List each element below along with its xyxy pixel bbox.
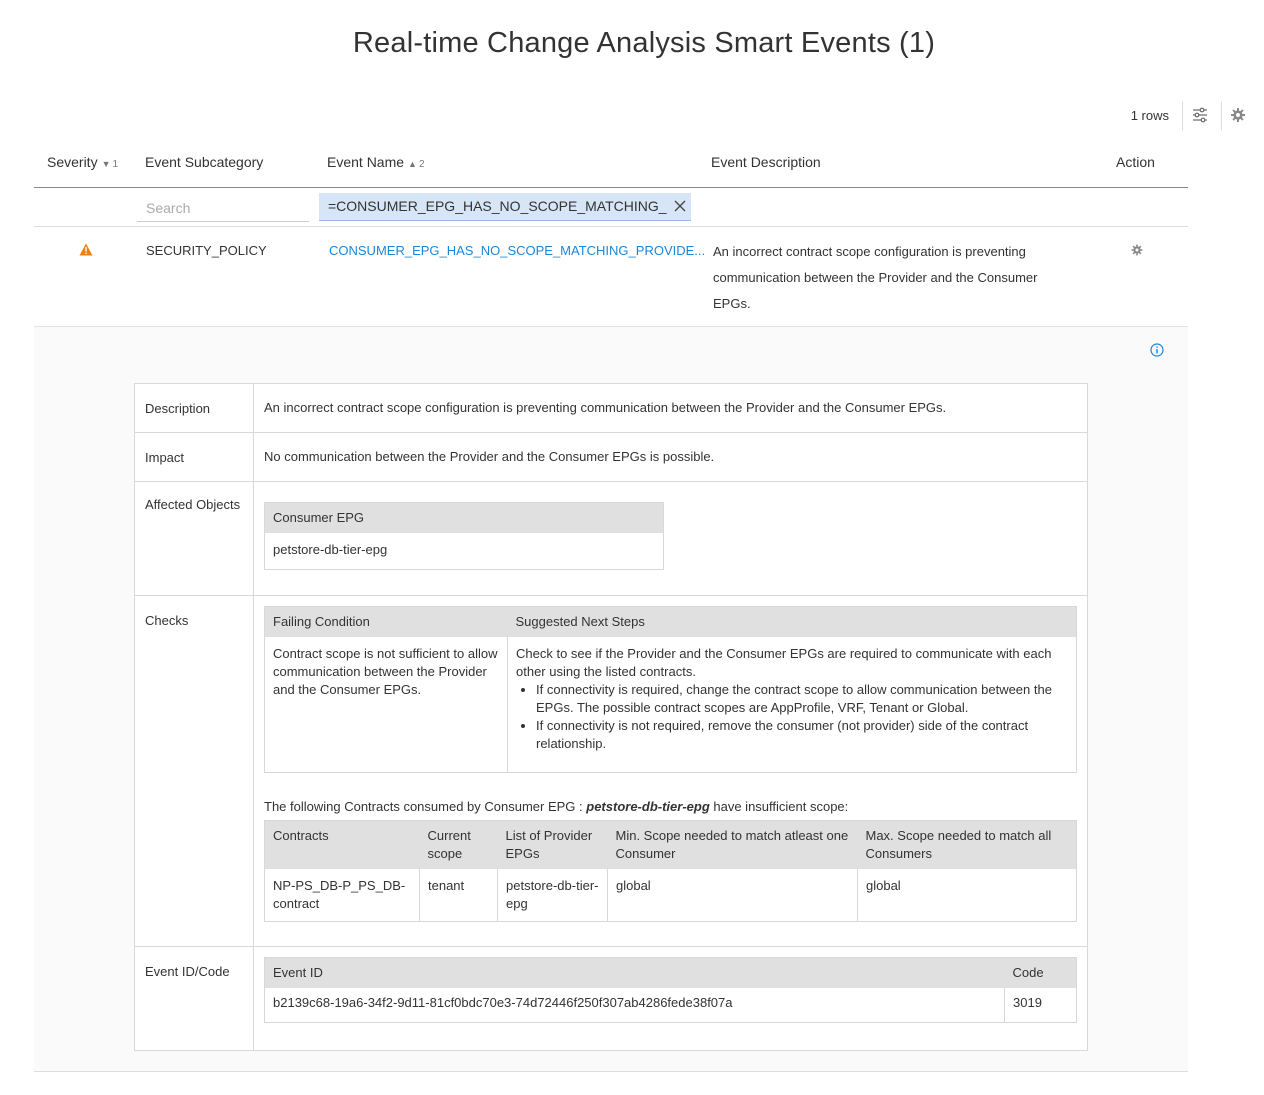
impact-label: Impact	[135, 433, 254, 482]
event-id-table	[264, 957, 1077, 1023]
failing-condition-header: Failing Condition	[265, 607, 508, 638]
provider-epgs: petstore-db-tier-epg	[498, 869, 608, 922]
event-details-table	[134, 383, 1088, 1051]
event-name-filter[interactable]	[319, 193, 691, 221]
contracts-intro-suffix: have insufficient scope:	[709, 798, 849, 814]
page-title: Real-time Change Analysis Smart Events (1)	[352, 27, 936, 59]
event-id-value: b2139c68-19a6-34f2-9d11-81cf0bdc70e3-74d72446f250f307ab4286fede38f07a	[273, 995, 733, 1010]
impact-value: No communication between the Provider and the Consumer EPGs is possible.	[254, 433, 1088, 482]
list-item: • If connectivity is not required, remove the consumer (not provider) side of the contract relationship.	[536, 717, 1068, 753]
checks-label: Checks	[135, 596, 254, 947]
event-id-code-label: Event ID/Code	[135, 947, 254, 1051]
contract-name: NP-PS_DB-P_PS_DB-contract	[273, 877, 406, 911]
checks-table	[264, 606, 1077, 773]
filter-row	[34, 188, 1188, 227]
event-description: An incorrect contract scope configuration is preventing communication between the Provider and the Consumer EPGs.	[713, 244, 1038, 311]
code-header: Code	[1005, 958, 1077, 989]
list-item: • If connectivity is required, change the contract scope to allow communication between the EPGs. The possible contract scopes are AppProfile, VRF, Tenant or Global.	[536, 681, 1068, 717]
subcategory-search-input[interactable]	[137, 195, 309, 222]
current-scope: tenant	[420, 869, 498, 922]
description-label: Description	[135, 384, 254, 433]
event-name-link[interactable]: CONSUMER_EPG_HAS_NO_SCOPE_MATCHING_PROVIDE...	[329, 243, 706, 258]
grid-toolbar	[964, 100, 1264, 130]
checks-value	[254, 596, 1088, 947]
affected-objects-table	[264, 502, 664, 570]
event-id-header: Event ID	[265, 958, 1005, 989]
event-name-filter-value: =CONSUMER_EPG_HAS_NO_SCOPE_MATCHING_	[328, 198, 667, 214]
current-scope-header: Current scope	[420, 820, 498, 869]
warning-triangle-icon	[79, 243, 93, 256]
event-id-code-value	[254, 947, 1088, 1051]
close-icon[interactable]	[673, 199, 687, 213]
max-scope-header: Max. Scope needed to match all Consumers	[858, 820, 1077, 869]
max-scope: global	[858, 869, 1077, 922]
affected-objects-label: Affected Objects	[135, 482, 254, 596]
min-scope-header: Min. Scope needed to match atleast one Consumer	[608, 820, 858, 869]
event-subcategory: SECURITY_POLICY	[146, 243, 267, 258]
next-steps-cell	[508, 637, 1077, 772]
column-event-name[interactable]	[327, 154, 425, 170]
contracts-intro-prefix: The following Contracts consumed by Consumer EPG :	[264, 798, 587, 814]
column-subcategory[interactable]: Event Subcategory	[145, 154, 264, 170]
grid-header	[34, 148, 1188, 188]
column-event-name-label: Event Name	[327, 154, 405, 170]
consumer-epg-value: petstore-db-tier-epg	[273, 542, 388, 557]
sort-asc-icon: ▲	[408, 159, 417, 169]
sort-order: 2	[418, 159, 425, 170]
column-description[interactable]: Event Description	[711, 154, 821, 170]
contracts-table	[264, 820, 1077, 922]
affected-objects-value	[254, 482, 1088, 596]
toolbar-divider	[1182, 102, 1183, 130]
column-action: Action	[1116, 154, 1155, 170]
sort-order: 1	[112, 159, 119, 170]
toolbar-divider	[1221, 102, 1222, 130]
next-steps-text: Check to see if the Provider and the Consumer EPGs are required to communicate with each other using the listed contracts.	[516, 646, 1052, 679]
next-steps-list	[516, 681, 1068, 753]
contracts-intro-epg: petstore-db-tier-epg	[586, 798, 710, 814]
table-row[interactable]	[34, 227, 1188, 327]
column-severity-label: Severity	[47, 154, 98, 170]
description-value: An incorrect contract scope configuration is preventing communication between the Provider and the Consumer EPGs.	[264, 400, 947, 415]
consumer-epg-header: Consumer EPG	[265, 503, 664, 534]
code-value: 3019	[1005, 988, 1077, 1023]
sort-desc-icon: ▼	[101, 159, 111, 169]
gear-icon[interactable]	[1229, 106, 1247, 124]
rows-count: 1 rows	[1130, 108, 1169, 123]
min-scope: global	[608, 869, 858, 922]
contracts-header: Contracts	[265, 820, 420, 869]
failing-condition-text: Contract scope is not sufficient to allow communication between the Provider and the Consumer EPGs.	[273, 646, 498, 697]
column-severity[interactable]	[47, 154, 118, 170]
sliders-icon[interactable]	[1191, 106, 1209, 124]
contracts-intro	[264, 799, 1077, 814]
provider-epgs-header: List of Provider EPGs	[498, 820, 608, 869]
gear-icon[interactable]	[1130, 243, 1144, 257]
next-steps-header: Suggested Next Steps	[508, 607, 1077, 638]
info-icon[interactable]	[1150, 343, 1164, 357]
event-detail-panel	[34, 327, 1188, 1072]
